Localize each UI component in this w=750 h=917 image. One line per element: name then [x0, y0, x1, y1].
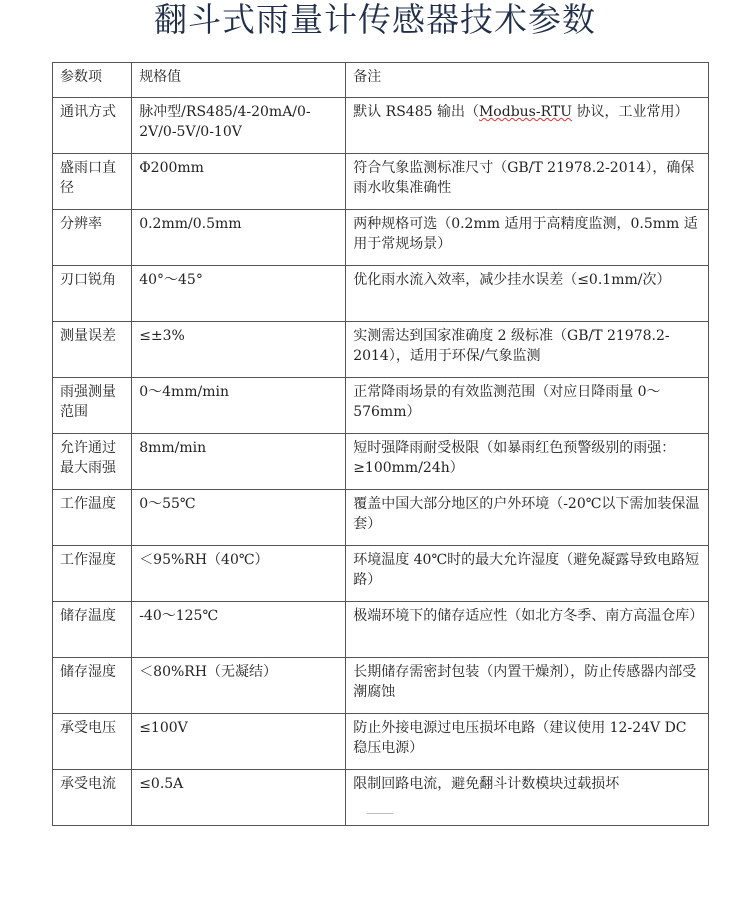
note-cell: 覆盖中国大部分地区的户外环境（-20℃以下需加装保温套） — [346, 490, 709, 546]
value-cell: 40°～45° — [132, 266, 346, 322]
table-row — [53, 378, 709, 434]
value-cell: 0～55℃ — [132, 490, 346, 546]
param-cell: 承受电压 — [53, 714, 132, 770]
note-cell: 限制回路电流，避免翻斗计数模块过载损坏 — [346, 770, 709, 826]
note-cell: 环境温度 40℃时的最大允许湿度（避免凝露导致电路短路） — [346, 546, 709, 602]
table-row — [53, 714, 709, 770]
table-header-row — [53, 63, 709, 98]
table-row — [53, 322, 709, 378]
header-param: 参数项 — [53, 63, 132, 98]
page-title: 翻斗式雨量计传感器技术参数 — [154, 0, 596, 39]
note-cell: 长期储存需密封包装（内置干燥剂），防止传感器内部受潮腐蚀 — [346, 658, 709, 714]
table-row — [53, 434, 709, 490]
param-cell: 通讯方式 — [53, 98, 132, 154]
param-cell: 测量误差 — [53, 322, 132, 378]
value-cell: ＜80%RH（无凝结） — [132, 658, 346, 714]
value-cell: Φ200mm — [132, 154, 346, 210]
value-cell: ＜95%RH（40℃） — [132, 546, 346, 602]
value-cell: ≤0.5A — [132, 770, 346, 826]
note-cell — [346, 98, 709, 154]
spec-table — [52, 62, 709, 826]
note-text: 默认 RS485 输出（ — [353, 104, 479, 120]
value-cell: -40～125℃ — [132, 602, 346, 658]
table-row — [53, 154, 709, 210]
value-cell: 0～4mm/min — [132, 378, 346, 434]
table-row — [53, 98, 709, 154]
value-cell: ≤±3% — [132, 322, 346, 378]
param-cell: 承受电流 — [53, 770, 132, 826]
table-row — [53, 490, 709, 546]
param-cell: 刃口锐角 — [53, 266, 132, 322]
param-cell: 盛雨口直径 — [53, 154, 132, 210]
param-cell: 工作湿度 — [53, 546, 132, 602]
param-cell: 储存温度 — [53, 602, 132, 658]
note-cell: 短时强降雨耐受极限（如暴雨红色预警级别的雨强：≥100mm/24h） — [346, 434, 709, 490]
table-row — [53, 266, 709, 322]
note-cell: 优化雨水流入效率，减少挂水误差（≤0.1mm/次） — [346, 266, 709, 322]
spellcheck-underlined-text: Modbus-RTU — [478, 104, 573, 120]
note-cell: 极端环境下的储存适应性（如北方冬季、南方高温仓库） — [346, 602, 709, 658]
param-cell: 分辨率 — [53, 210, 132, 266]
value-cell: 脉冲型/RS485/4-20mA/0-2V/0-5V/0-10V — [132, 98, 346, 154]
param-cell: 储存湿度 — [53, 658, 132, 714]
param-cell: 工作温度 — [53, 490, 132, 546]
value-cell: 8mm/min — [132, 434, 346, 490]
note-text: 协议，工业常用） — [572, 104, 689, 120]
value-cell: ≤100V — [132, 714, 346, 770]
note-cell: 防止外接电源过电压损坏电路（建议使用 12-24V DC 稳压电源） — [346, 714, 709, 770]
note-cell: 符合气象监测标准尺寸（GB/T 21978.2-2014），确保雨水收集准确性 — [346, 154, 709, 210]
table-row — [53, 658, 709, 714]
value-cell: 0.2mm/0.5mm — [132, 210, 346, 266]
note-cell: 实测需达到国家准确度 2 级标准（GB/T 21978.2-2014），适用于环保/气象监测 — [346, 322, 709, 378]
note-cell: 正常降雨场景的有效监测范围（对应日降雨量 0～576mm） — [346, 378, 709, 434]
page-mark-divider — [367, 813, 393, 814]
note-cell: 两种规格可选（0.2mm 适用于高精度监测，0.5mm 适用于常规场景） — [346, 210, 709, 266]
param-cell: 允许通过最大雨强 — [53, 434, 132, 490]
param-cell: 雨强测量范围 — [53, 378, 132, 434]
table-row — [53, 770, 709, 826]
header-note: 备注 — [346, 63, 709, 98]
table-row — [53, 546, 709, 602]
table-row — [53, 210, 709, 266]
header-value: 规格值 — [132, 63, 346, 98]
table-row — [53, 602, 709, 658]
